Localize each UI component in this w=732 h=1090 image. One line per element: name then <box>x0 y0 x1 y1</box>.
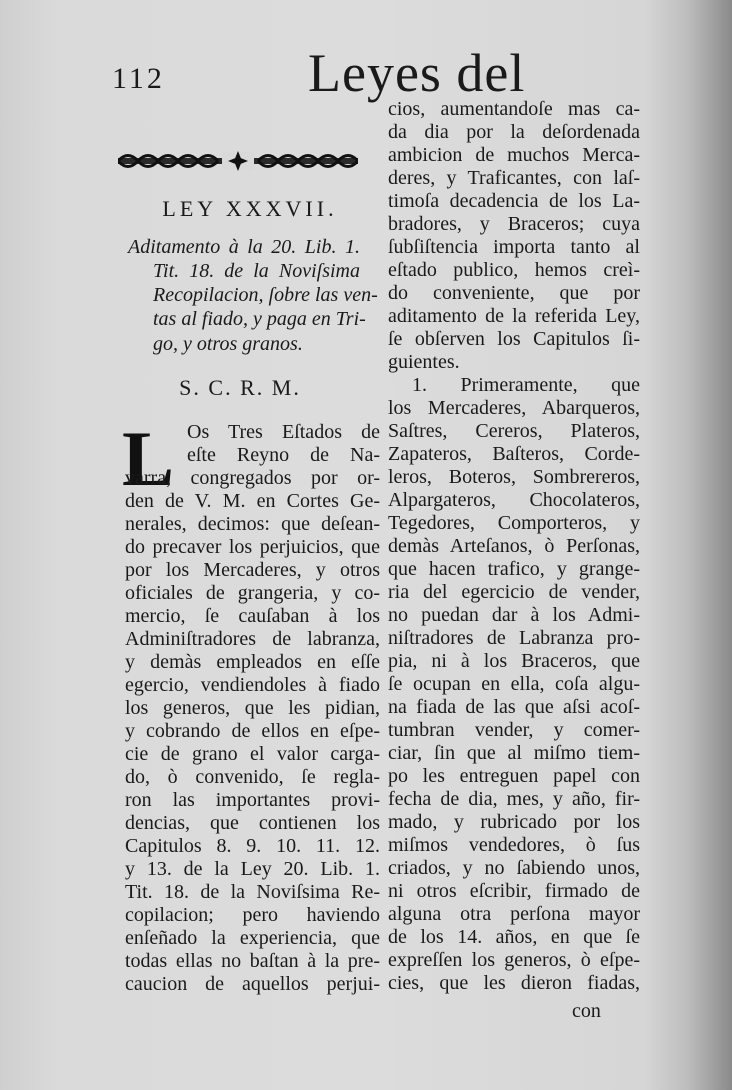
text-line: y demàs empleados en eſſe <box>125 651 380 673</box>
text-line: enſeñado la experiencia, que <box>125 927 380 949</box>
text-line: Adminiſtradores de labranza, <box>125 628 380 650</box>
text-line: criados, y no ſabiendo unos, <box>388 857 640 879</box>
text-line: Alpargateros, Chocolateros, <box>388 489 640 511</box>
text-line: Os Tres Eſtados de <box>187 421 380 443</box>
text-line: cios, aumentandoſe mas ca- <box>388 98 640 120</box>
text-line: todas ellas no baſtan à la pre- <box>125 950 380 972</box>
salutation: S. C. R. M. <box>179 375 301 400</box>
text-line: y 13. de la Ley 20. Lib. 1. <box>125 858 380 880</box>
text-line: do conveniente, que por <box>388 282 640 304</box>
law-title: LEY XXXVII. <box>162 196 338 221</box>
text-line: leros, Boteros, Sombrereros, <box>388 466 640 488</box>
text-line: na fiada de las que aſsi acoſ- <box>388 696 640 718</box>
text-line: expreſſen los generos, ò eſpe- <box>388 949 640 971</box>
text-line: no puedan dar à los Admi- <box>388 604 640 626</box>
text-line: timoſa decadencia de los La- <box>388 190 640 212</box>
summary-line: Tit. 18. de la Noviſsima <box>153 260 360 282</box>
text-line: ambicion de muchos Merca- <box>388 144 640 166</box>
summary-line: Aditamento à la 20. Lib. 1. <box>128 236 360 258</box>
text-line: copilacion; pero haviendo <box>125 904 380 926</box>
text-line: ni otros eſcribir, firmado de <box>388 880 640 902</box>
text-line: mado, y rubricado por los <box>388 811 640 833</box>
text-line: do, ò convenido, ſe regla- <box>125 766 380 788</box>
text-line: los Mercaderes, Abarqueros, <box>388 397 640 419</box>
text-line: cie de grano el valor carga- <box>125 743 380 765</box>
text-line: nerales, decimos: que deſean- <box>125 513 380 535</box>
text-line: los generos, que les pidian, <box>125 697 380 719</box>
text-line: tumbran vender, y comer- <box>388 719 640 741</box>
text-line: ciar, ſin que al miſmo tiem- <box>388 742 640 764</box>
ornament-divider <box>118 148 358 174</box>
text-line: cies, que les dieron fiadas, <box>388 972 640 994</box>
text-line: Saſtres, Cereros, Plateros, <box>388 420 640 442</box>
text-line: varra, congregados por or- <box>125 467 380 489</box>
text-line: Tegedores, Comporteros, y <box>388 512 640 534</box>
text-line: pia, ni à los Braceros, que <box>388 650 640 672</box>
text-line: dencias, que contienen los <box>125 812 380 834</box>
text-line: 1. Primeramente, que <box>412 374 640 396</box>
text-line: y cobrando de ellos en eſpe- <box>125 720 380 742</box>
text-line: Zapateros, Baſteros, Corde- <box>388 443 640 465</box>
text-line: mercio, ſe cauſaban à los <box>125 605 380 627</box>
page-number: 112 <box>112 62 165 95</box>
text-line: eſtado publico, hemos creì- <box>388 259 640 281</box>
text-line: Capitulos 8. 9. 10. 11. 12. <box>125 835 380 857</box>
text-line: demàs Arteſanos, ò Perſonas, <box>388 535 640 557</box>
summary-line: go, y otros granos. <box>153 333 303 355</box>
text-line: ſubſiſtencia importa tanto al <box>388 236 640 258</box>
text-line: guientes. <box>388 351 460 373</box>
text-line: Tit. 18. de la Noviſsima Re- <box>125 881 380 903</box>
text-line: bradores, y Braceros; cuya <box>388 213 640 235</box>
text-line: ſe ocupan en ella, coſa algu- <box>388 673 640 695</box>
running-head: Leyes del <box>308 43 526 103</box>
text-line: aditamento de la referida Ley, <box>388 305 640 327</box>
text-line: fecha de dia, mes, y año, fir- <box>388 788 640 810</box>
text-line: ron las importantes provi- <box>125 789 380 811</box>
text-line: egercio, vendiendoles à fiado <box>125 674 380 696</box>
text-line: da dia por la deſordenada <box>388 121 640 143</box>
drop-cap: L <box>122 415 175 502</box>
text-line: eſte Reyno de Na- <box>187 444 380 466</box>
text-line: den de V. M. en Cortes Ge- <box>125 490 380 512</box>
text-line: caucion de aquellos perjui- <box>125 973 380 995</box>
catchword: con <box>572 1000 601 1022</box>
summary-line: Recopilacion, ſobre las ven- <box>153 284 378 306</box>
text-line: do precaver los perjuicios, que <box>125 536 380 558</box>
text-line: po les entreguen papel con <box>388 765 640 787</box>
text-line: niſtradores de Labranza pro- <box>388 627 640 649</box>
text-line: que hacen trafico, y grange- <box>388 558 640 580</box>
text-line: miſmos vendedores, ò ſus <box>388 834 640 856</box>
text-line: oficiales de grangeria, y co- <box>125 582 380 604</box>
summary-line: tas al fiado, y paga en Tri- <box>153 308 366 330</box>
text-line: de los 14. años, en que ſe <box>388 926 640 948</box>
text-line: por los Mercaderes, y otros <box>125 559 380 581</box>
text-line: ſe obſerven los Capitulos ſi- <box>388 328 640 350</box>
text-line: deres, y Traficantes, con laſ- <box>388 167 640 189</box>
text-line: ria del egercicio de vender, <box>388 581 640 603</box>
text-line: alguna otra perſona mayor <box>388 903 640 925</box>
